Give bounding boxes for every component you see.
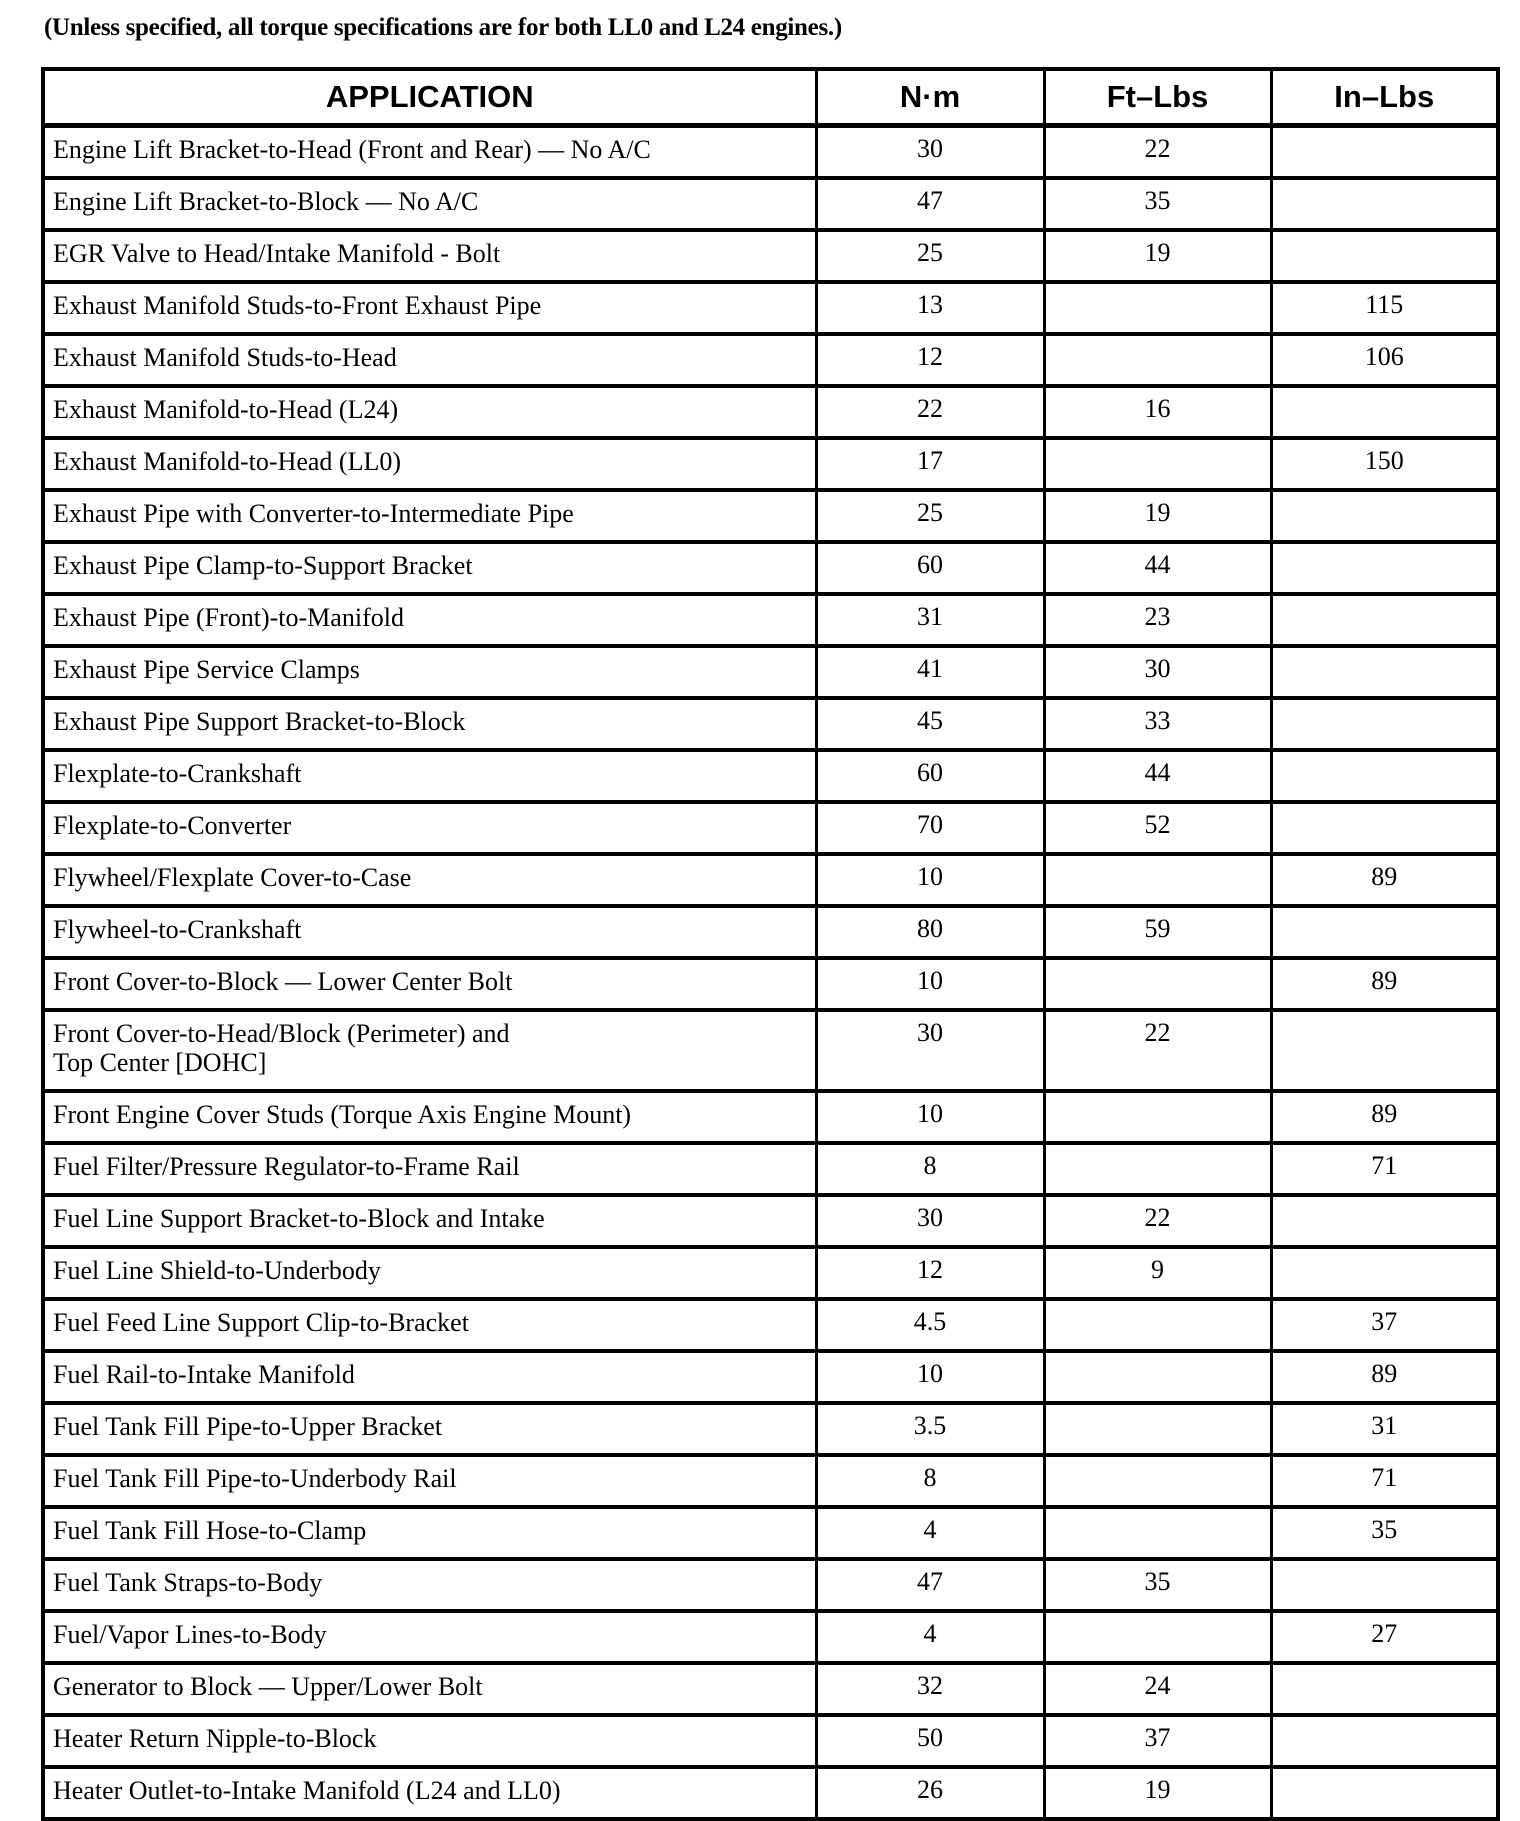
cell-ft-lbs xyxy=(1044,1299,1271,1351)
application-text: Fuel Tank Fill Pipe-to-Upper Bracket xyxy=(53,1412,443,1441)
cell-application xyxy=(43,750,816,802)
cell-in-lbs xyxy=(1271,1715,1498,1767)
cell-in-lbs: 89 xyxy=(1271,958,1498,1010)
cell-nm: 25 xyxy=(816,490,1044,542)
cell-ft-lbs: 22 xyxy=(1044,1010,1271,1091)
specification-note: (Unless specified, all torque specifications are for both LL0 and L24 engines.) xyxy=(44,14,842,41)
table-row xyxy=(43,282,1498,334)
cell-application xyxy=(43,958,816,1010)
cell-nm: 8 xyxy=(816,1455,1044,1507)
application-text: Flywheel/Flexplate Cover-to-Case xyxy=(53,863,412,892)
cell-in-lbs xyxy=(1271,802,1498,854)
cell-ft-lbs xyxy=(1044,334,1271,386)
cell-in-lbs xyxy=(1271,542,1498,594)
cell-application xyxy=(43,1611,816,1663)
cell-ft-lbs: 19 xyxy=(1044,1767,1271,1819)
cell-application xyxy=(43,230,816,282)
cell-application xyxy=(43,1663,816,1715)
application-text: Fuel Feed Line Support Clip-to-Bracket xyxy=(53,1308,469,1337)
table-row xyxy=(43,178,1498,230)
header-nm: N·m xyxy=(816,69,1044,126)
cell-nm: 12 xyxy=(816,334,1044,386)
cell-in-lbs: 89 xyxy=(1271,1351,1498,1403)
application-text: Exhaust Pipe with Converter-to-Intermediate Pipe xyxy=(53,499,574,528)
cell-nm: 41 xyxy=(816,646,1044,698)
cell-in-lbs: 115 xyxy=(1271,282,1498,334)
cell-nm: 8 xyxy=(816,1143,1044,1195)
cell-ft-lbs: 44 xyxy=(1044,542,1271,594)
header-ft-lbs: Ft–Lbs xyxy=(1044,69,1271,126)
cell-nm: 10 xyxy=(816,1351,1044,1403)
cell-in-lbs xyxy=(1271,698,1498,750)
cell-ft-lbs: 22 xyxy=(1044,1195,1271,1247)
table-row xyxy=(43,1143,1498,1195)
cell-nm: 80 xyxy=(816,906,1044,958)
table-row xyxy=(43,1091,1498,1143)
cell-in-lbs: 106 xyxy=(1271,334,1498,386)
cell-application xyxy=(43,594,816,646)
cell-in-lbs xyxy=(1271,1767,1498,1819)
cell-ft-lbs xyxy=(1044,958,1271,1010)
application-text: EGR Valve to Head/Intake Manifold - Bolt xyxy=(53,239,501,268)
table-row xyxy=(43,1247,1498,1299)
cell-application xyxy=(43,1195,816,1247)
cell-ft-lbs xyxy=(1044,1507,1271,1559)
cell-in-lbs xyxy=(1271,594,1498,646)
table-row xyxy=(43,854,1498,906)
cell-nm: 17 xyxy=(816,438,1044,490)
cell-ft-lbs xyxy=(1044,854,1271,906)
cell-nm: 4.5 xyxy=(816,1299,1044,1351)
cell-ft-lbs: 52 xyxy=(1044,802,1271,854)
table-row xyxy=(43,1403,1498,1455)
application-text: Exhaust Manifold-to-Head (L24) xyxy=(53,395,399,424)
table-row xyxy=(43,1611,1498,1663)
cell-nm: 26 xyxy=(816,1767,1044,1819)
application-text: Exhaust Manifold Studs-to-Head xyxy=(53,343,397,372)
cell-in-lbs xyxy=(1271,386,1498,438)
cell-application xyxy=(43,126,816,179)
cell-application xyxy=(43,438,816,490)
cell-application xyxy=(43,1715,816,1767)
table-row xyxy=(43,1715,1498,1767)
cell-ft-lbs: 37 xyxy=(1044,1715,1271,1767)
cell-ft-lbs: 35 xyxy=(1044,1559,1271,1611)
cell-in-lbs: 150 xyxy=(1271,438,1498,490)
cell-application xyxy=(43,1455,816,1507)
cell-nm: 10 xyxy=(816,1091,1044,1143)
table-row xyxy=(43,1559,1498,1611)
table-row xyxy=(43,1663,1498,1715)
cell-nm: 22 xyxy=(816,386,1044,438)
application-text: Exhaust Pipe Clamp-to-Support Bracket xyxy=(53,551,473,580)
application-text: Exhaust Pipe Support Bracket-to-Block xyxy=(53,707,466,736)
application-text: Fuel Tank Fill Hose-to-Clamp xyxy=(53,1516,367,1545)
cell-nm: 4 xyxy=(816,1507,1044,1559)
application-text: Fuel Rail-to-Intake Manifold xyxy=(53,1360,355,1389)
cell-application xyxy=(43,698,816,750)
cell-nm: 10 xyxy=(816,958,1044,1010)
table-row xyxy=(43,906,1498,958)
cell-ft-lbs xyxy=(1044,1351,1271,1403)
cell-nm: 31 xyxy=(816,594,1044,646)
table-row xyxy=(43,542,1498,594)
application-text: Fuel Filter/Pressure Regulator-to-Frame Rail xyxy=(53,1152,520,1181)
application-text: Fuel/Vapor Lines-to-Body xyxy=(53,1620,327,1649)
cell-ft-lbs: 16 xyxy=(1044,386,1271,438)
cell-ft-lbs: 24 xyxy=(1044,1663,1271,1715)
application-text: Flywheel-to-Crankshaft xyxy=(53,915,302,944)
cell-application xyxy=(43,334,816,386)
cell-nm: 30 xyxy=(816,1010,1044,1091)
cell-in-lbs xyxy=(1271,646,1498,698)
application-text: Heater Outlet-to-Intake Manifold (L24 and LL0) xyxy=(53,1776,561,1805)
cell-ft-lbs: 35 xyxy=(1044,178,1271,230)
cell-ft-lbs: 59 xyxy=(1044,906,1271,958)
cell-nm: 13 xyxy=(816,282,1044,334)
table-row xyxy=(43,126,1498,179)
cell-application xyxy=(43,1091,816,1143)
application-text: Exhaust Manifold Studs-to-Front Exhaust Pipe xyxy=(53,291,542,320)
cell-nm: 3.5 xyxy=(816,1403,1044,1455)
cell-nm: 45 xyxy=(816,698,1044,750)
cell-in-lbs xyxy=(1271,490,1498,542)
table-row xyxy=(43,490,1498,542)
cell-ft-lbs: 44 xyxy=(1044,750,1271,802)
cell-in-lbs: 35 xyxy=(1271,1507,1498,1559)
table-row xyxy=(43,750,1498,802)
application-text: Engine Lift Bracket-to-Block — No A/C xyxy=(53,187,479,216)
application-text: Fuel Tank Straps-to-Body xyxy=(53,1568,323,1597)
application-text: Flexplate-to-Crankshaft xyxy=(53,759,302,788)
application-text: Fuel Line Shield-to-Underbody xyxy=(53,1256,381,1285)
application-text: Flexplate-to-Converter xyxy=(53,811,292,840)
cell-in-lbs xyxy=(1271,1010,1498,1091)
cell-ft-lbs: 22 xyxy=(1044,126,1271,179)
cell-application xyxy=(43,1351,816,1403)
cell-in-lbs xyxy=(1271,906,1498,958)
table-row xyxy=(43,230,1498,282)
cell-nm: 30 xyxy=(816,126,1044,179)
cell-application xyxy=(43,386,816,438)
cell-application xyxy=(43,1767,816,1819)
cell-nm: 12 xyxy=(816,1247,1044,1299)
cell-ft-lbs xyxy=(1044,1403,1271,1455)
application-text: Exhaust Pipe Service Clamps xyxy=(53,655,360,684)
cell-in-lbs xyxy=(1271,1663,1498,1715)
cell-in-lbs xyxy=(1271,178,1498,230)
application-text: Exhaust Pipe (Front)-to-Manifold xyxy=(53,603,404,632)
application-text: Generator to Block — Upper/Lower Bolt xyxy=(53,1672,483,1701)
cell-in-lbs xyxy=(1271,126,1498,179)
cell-ft-lbs xyxy=(1044,282,1271,334)
cell-application xyxy=(43,1299,816,1351)
cell-nm: 30 xyxy=(816,1195,1044,1247)
header-in-lbs: In–Lbs xyxy=(1271,69,1498,126)
table-row xyxy=(43,1010,1498,1091)
cell-application xyxy=(43,854,816,906)
cell-nm: 50 xyxy=(816,1715,1044,1767)
table-row xyxy=(43,594,1498,646)
cell-nm: 60 xyxy=(816,750,1044,802)
cell-application xyxy=(43,490,816,542)
table-row xyxy=(43,646,1498,698)
cell-nm: 25 xyxy=(816,230,1044,282)
cell-ft-lbs: 9 xyxy=(1044,1247,1271,1299)
cell-application xyxy=(43,1143,816,1195)
cell-ft-lbs xyxy=(1044,1143,1271,1195)
table-row xyxy=(43,334,1498,386)
cell-nm: 60 xyxy=(816,542,1044,594)
cell-application xyxy=(43,1507,816,1559)
cell-in-lbs xyxy=(1271,750,1498,802)
table-row xyxy=(43,802,1498,854)
cell-ft-lbs xyxy=(1044,1611,1271,1663)
cell-ft-lbs xyxy=(1044,1455,1271,1507)
torque-spec-table xyxy=(41,67,1500,1821)
cell-application xyxy=(43,1559,816,1611)
cell-ft-lbs xyxy=(1044,1091,1271,1143)
cell-ft-lbs: 19 xyxy=(1044,490,1271,542)
cell-in-lbs: 27 xyxy=(1271,1611,1498,1663)
cell-application xyxy=(43,282,816,334)
table-row xyxy=(43,1351,1498,1403)
cell-in-lbs xyxy=(1271,230,1498,282)
cell-application xyxy=(43,542,816,594)
table-row xyxy=(43,1299,1498,1351)
application-text: Fuel Tank Fill Pipe-to-Underbody Rail xyxy=(53,1464,457,1493)
table-row xyxy=(43,1507,1498,1559)
header-application: APPLICATION xyxy=(43,69,816,126)
cell-ft-lbs: 23 xyxy=(1044,594,1271,646)
cell-in-lbs xyxy=(1271,1559,1498,1611)
application-text: Front Cover-to-Head/Block (Perimeter) and xyxy=(53,1019,510,1048)
cell-nm: 10 xyxy=(816,854,1044,906)
cell-in-lbs xyxy=(1271,1195,1498,1247)
table-row xyxy=(43,698,1498,750)
table-row xyxy=(43,1455,1498,1507)
table-row xyxy=(43,438,1498,490)
cell-application xyxy=(43,178,816,230)
cell-application xyxy=(43,646,816,698)
cell-ft-lbs: 30 xyxy=(1044,646,1271,698)
cell-application xyxy=(43,1403,816,1455)
table-row xyxy=(43,386,1498,438)
cell-ft-lbs: 33 xyxy=(1044,698,1271,750)
cell-in-lbs: 71 xyxy=(1271,1143,1498,1195)
cell-in-lbs: 71 xyxy=(1271,1455,1498,1507)
cell-in-lbs: 37 xyxy=(1271,1299,1498,1351)
application-text: Front Engine Cover Studs (Torque Axis Engine Mount) xyxy=(53,1100,632,1129)
application-text: Engine Lift Bracket-to-Head (Front and Rear) — No A/C xyxy=(53,135,651,164)
application-text: Fuel Line Support Bracket-to-Block and Intake xyxy=(53,1204,545,1233)
cell-nm: 47 xyxy=(816,178,1044,230)
cell-nm: 47 xyxy=(816,1559,1044,1611)
application-text: Exhaust Manifold-to-Head (LL0) xyxy=(53,447,402,476)
application-text: Heater Return Nipple-to-Block xyxy=(53,1724,377,1753)
cell-in-lbs xyxy=(1271,1247,1498,1299)
cell-application xyxy=(43,906,816,958)
cell-ft-lbs: 19 xyxy=(1044,230,1271,282)
cell-application xyxy=(43,802,816,854)
table-row xyxy=(43,958,1498,1010)
application-text-line2: Top Center [DOHC] xyxy=(53,1048,267,1077)
cell-in-lbs: 31 xyxy=(1271,1403,1498,1455)
cell-nm: 70 xyxy=(816,802,1044,854)
cell-in-lbs: 89 xyxy=(1271,854,1498,906)
cell-application xyxy=(43,1247,816,1299)
cell-application xyxy=(43,1010,816,1091)
table-row xyxy=(43,1195,1498,1247)
cell-in-lbs: 89 xyxy=(1271,1091,1498,1143)
application-text: Front Cover-to-Block — Lower Center Bolt xyxy=(53,967,513,996)
cell-nm: 32 xyxy=(816,1663,1044,1715)
cell-ft-lbs xyxy=(1044,438,1271,490)
table-header-row xyxy=(43,69,1498,126)
cell-nm: 4 xyxy=(816,1611,1044,1663)
table-row xyxy=(43,1767,1498,1819)
